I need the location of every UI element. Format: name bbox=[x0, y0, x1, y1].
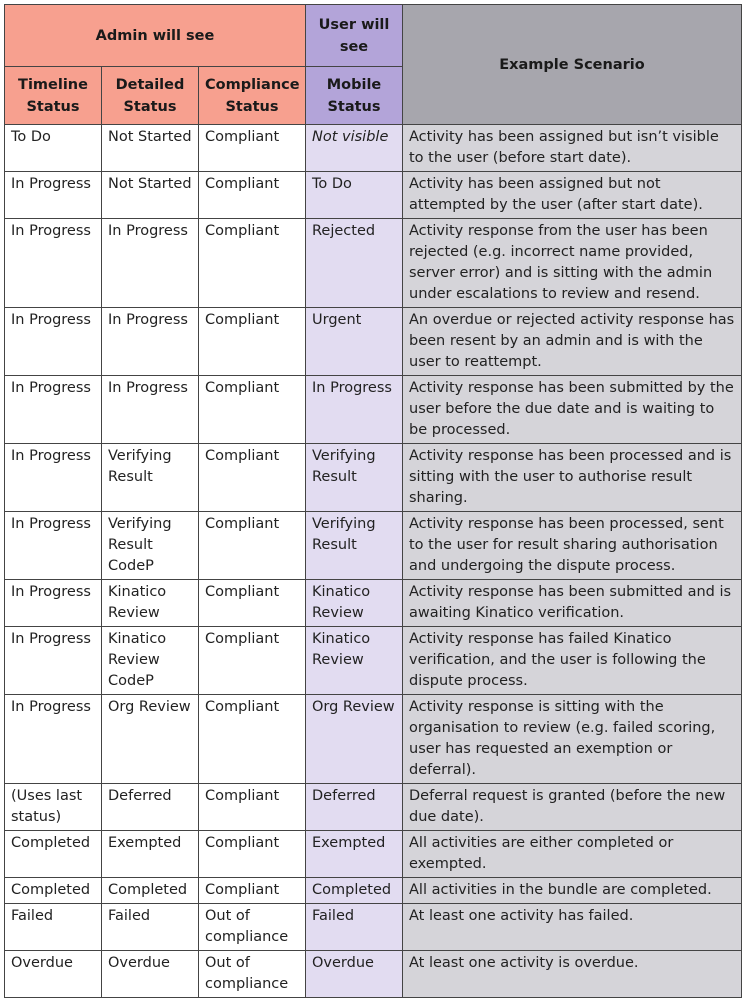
table-row bbox=[5, 878, 742, 904]
detailed-status-cell: In Progress bbox=[102, 219, 199, 308]
example-scenario-cell: Deferral request is granted (before the new due date). bbox=[403, 784, 742, 831]
mobile-status-cell: Verifying Result bbox=[306, 444, 403, 512]
timeline-status-cell: Completed bbox=[5, 831, 102, 878]
timeline-status-cell: In Progress bbox=[5, 308, 102, 376]
detailed-status-cell: Deferred bbox=[102, 784, 199, 831]
mobile-status-cell: Overdue bbox=[306, 951, 403, 998]
detailed-status-cell: Verifying Result CodeP bbox=[102, 512, 199, 580]
compliance-status-cell: Compliant bbox=[199, 580, 306, 627]
table-row bbox=[5, 580, 742, 627]
example-scenario-cell: At least one activity has failed. bbox=[403, 904, 742, 951]
table-row bbox=[5, 695, 742, 784]
example-scenario-cell: Activity response has been processed, sent to the user for result sharing authorisation and undergoing the dispute process. bbox=[403, 512, 742, 580]
table-row bbox=[5, 376, 742, 444]
table-row bbox=[5, 219, 742, 308]
mobile-status-cell: Verifying Result bbox=[306, 512, 403, 580]
timeline-status-cell: Completed bbox=[5, 878, 102, 904]
mobile-status-cell: Not visible bbox=[306, 125, 403, 172]
detailed-status-cell: In Progress bbox=[102, 376, 199, 444]
mobile-status-cell: Rejected bbox=[306, 219, 403, 308]
compliance-status-cell: Compliant bbox=[199, 512, 306, 580]
timeline-status-header: Timeline Status bbox=[5, 67, 102, 125]
table-row bbox=[5, 627, 742, 695]
table-row bbox=[5, 904, 742, 951]
example-scenario-cell: All activities are either completed or exempted. bbox=[403, 831, 742, 878]
example-scenario-cell: Activity response has been processed and is sitting with the user to authorise result sharing. bbox=[403, 444, 742, 512]
mobile-status-header: Mobile Status bbox=[306, 67, 403, 125]
detailed-status-cell: Failed bbox=[102, 904, 199, 951]
compliance-status-cell: Compliant bbox=[199, 219, 306, 308]
example-scenario-cell: Activity response from the user has been rejected (e.g. incorrect name provided, server error) and is sitting with the admin under escalations to review and resend. bbox=[403, 219, 742, 308]
compliance-status-cell: Compliant bbox=[199, 444, 306, 512]
mobile-status-cell: Failed bbox=[306, 904, 403, 951]
user-group-header: User will see bbox=[306, 5, 403, 67]
detailed-status-cell: Overdue bbox=[102, 951, 199, 998]
timeline-status-cell: In Progress bbox=[5, 695, 102, 784]
mobile-status-cell: Completed bbox=[306, 878, 403, 904]
detailed-status-cell: Kinatico Review CodeP bbox=[102, 627, 199, 695]
example-scenario-cell: Activity has been assigned but isn’t visible to the user (before start date). bbox=[403, 125, 742, 172]
mobile-status-cell: Urgent bbox=[306, 308, 403, 376]
compliance-status-cell: Compliant bbox=[199, 784, 306, 831]
example-scenario-cell: An overdue or rejected activity response has been resent by an admin and is with the user to reattempt. bbox=[403, 308, 742, 376]
status-table bbox=[4, 4, 742, 998]
example-scenario-cell: Activity response is sitting with the organisation to review (e.g. failed scoring, user has requested an exemption or deferral). bbox=[403, 695, 742, 784]
table-row bbox=[5, 125, 742, 172]
table-row bbox=[5, 831, 742, 878]
timeline-status-cell: In Progress bbox=[5, 580, 102, 627]
example-scenario-cell: Activity has been assigned but not attempted by the user (after start date). bbox=[403, 172, 742, 219]
detailed-status-cell: Completed bbox=[102, 878, 199, 904]
timeline-status-cell: In Progress bbox=[5, 627, 102, 695]
example-scenario-header: Example Scenario bbox=[403, 5, 742, 125]
timeline-status-cell: In Progress bbox=[5, 444, 102, 512]
example-scenario-cell: All activities in the bundle are completed. bbox=[403, 878, 742, 904]
example-scenario-cell: Activity response has failed Kinatico verification, and the user is following the dispute process. bbox=[403, 627, 742, 695]
mobile-status-cell: Kinatico Review bbox=[306, 580, 403, 627]
compliance-status-cell: Compliant bbox=[199, 627, 306, 695]
timeline-status-cell: In Progress bbox=[5, 219, 102, 308]
mobile-status-cell: To Do bbox=[306, 172, 403, 219]
detailed-status-cell: Not Started bbox=[102, 172, 199, 219]
table-row bbox=[5, 444, 742, 512]
mobile-status-cell: Kinatico Review bbox=[306, 627, 403, 695]
example-scenario-cell: At least one activity is overdue. bbox=[403, 951, 742, 998]
compliance-status-cell: Compliant bbox=[199, 831, 306, 878]
example-scenario-cell: Activity response has been submitted and is awaiting Kinatico verification. bbox=[403, 580, 742, 627]
mobile-status-cell: Exempted bbox=[306, 831, 403, 878]
timeline-status-cell: Overdue bbox=[5, 951, 102, 998]
detailed-status-cell: Org Review bbox=[102, 695, 199, 784]
timeline-status-cell: In Progress bbox=[5, 512, 102, 580]
compliance-status-cell: Compliant bbox=[199, 376, 306, 444]
detailed-status-header: Detailed Status bbox=[102, 67, 199, 125]
timeline-status-cell: (Uses last status) bbox=[5, 784, 102, 831]
detailed-status-cell: Not Started bbox=[102, 125, 199, 172]
mobile-status-cell: Org Review bbox=[306, 695, 403, 784]
detailed-status-cell: Verifying Result bbox=[102, 444, 199, 512]
compliance-status-cell: Compliant bbox=[199, 878, 306, 904]
compliance-status-cell: Compliant bbox=[199, 695, 306, 784]
admin-group-header: Admin will see bbox=[5, 5, 306, 67]
compliance-status-cell: Compliant bbox=[199, 308, 306, 376]
timeline-status-cell: In Progress bbox=[5, 172, 102, 219]
compliance-status-header: Compliance Status bbox=[199, 67, 306, 125]
table-row bbox=[5, 308, 742, 376]
compliance-status-cell: Compliant bbox=[199, 172, 306, 219]
example-scenario-cell: Activity response has been submitted by the user before the due date and is waiting to be processed. bbox=[403, 376, 742, 444]
table-row bbox=[5, 951, 742, 998]
mobile-status-cell: In Progress bbox=[306, 376, 403, 444]
timeline-status-cell: To Do bbox=[5, 125, 102, 172]
table-row bbox=[5, 784, 742, 831]
timeline-status-cell: Failed bbox=[5, 904, 102, 951]
compliance-status-cell: Out of compliance bbox=[199, 904, 306, 951]
timeline-status-cell: In Progress bbox=[5, 376, 102, 444]
table-row bbox=[5, 512, 742, 580]
compliance-status-cell: Out of compliance bbox=[199, 951, 306, 998]
compliance-status-cell: Compliant bbox=[199, 125, 306, 172]
detailed-status-cell: Kinatico Review bbox=[102, 580, 199, 627]
detailed-status-cell: Exempted bbox=[102, 831, 199, 878]
table-row bbox=[5, 172, 742, 219]
detailed-status-cell: In Progress bbox=[102, 308, 199, 376]
mobile-status-cell: Deferred bbox=[306, 784, 403, 831]
